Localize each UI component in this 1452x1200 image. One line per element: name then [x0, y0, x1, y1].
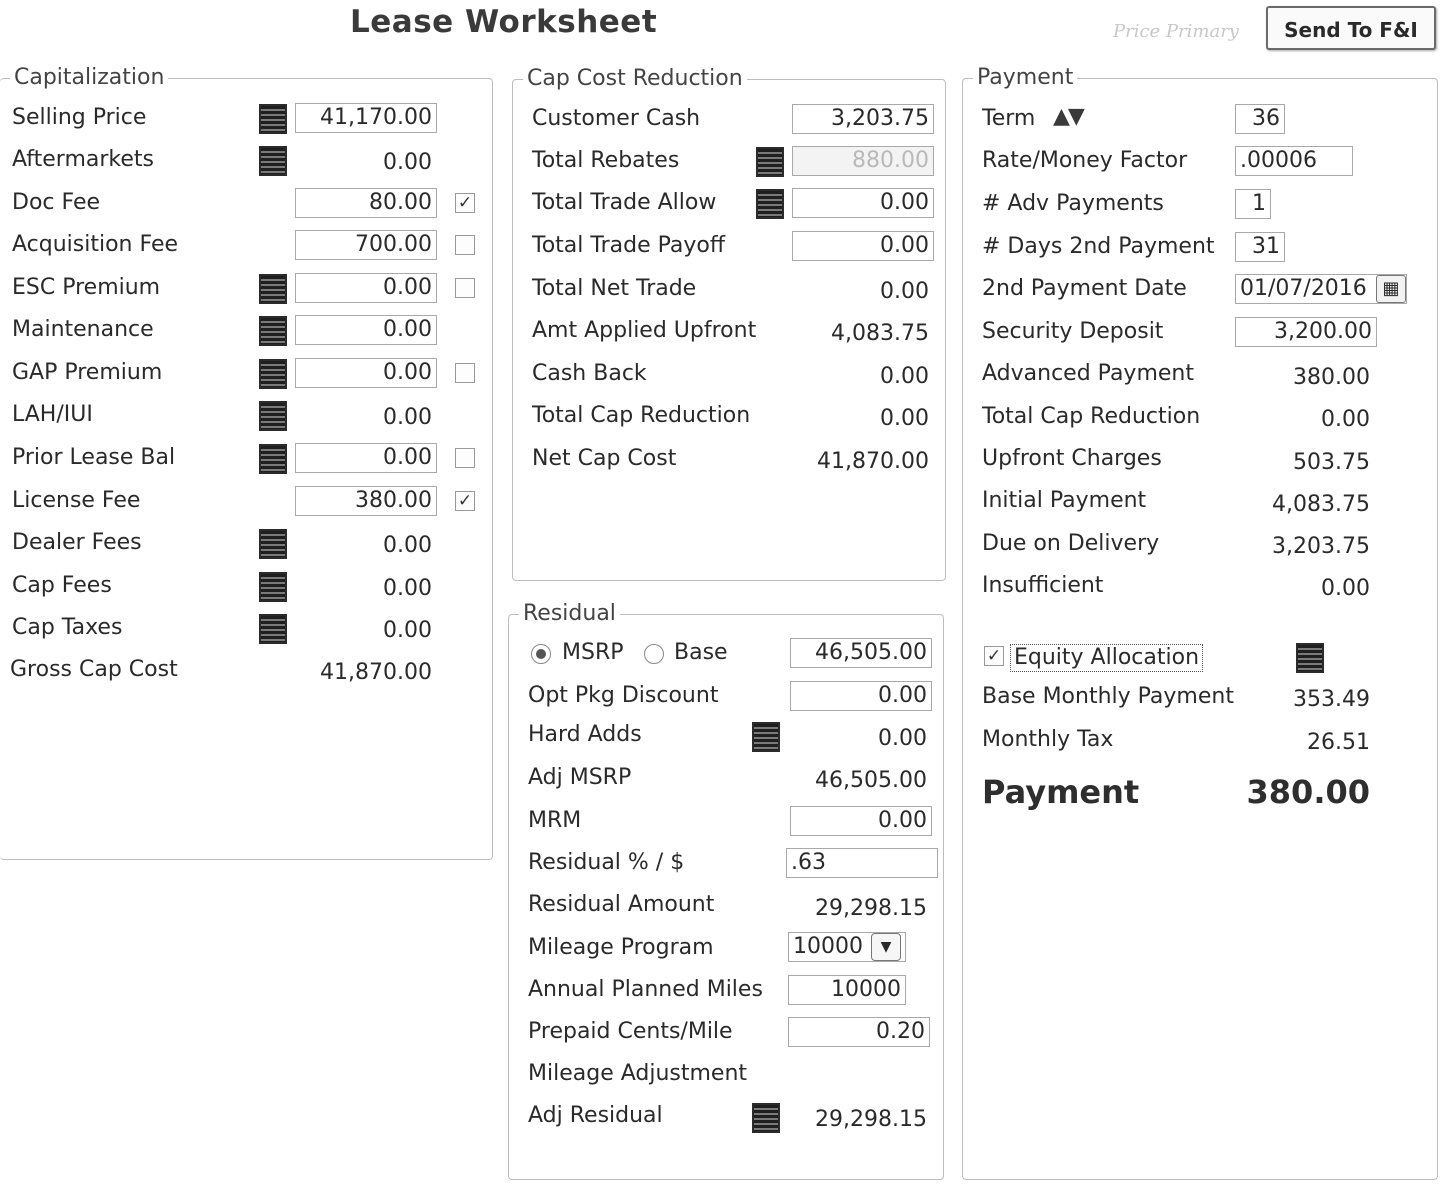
license-fee-input[interactable]: 380.00: [295, 486, 437, 516]
esc-premium-input[interactable]: 0.00: [295, 273, 437, 303]
adj-residual-value: 29,298.15: [815, 1107, 927, 1132]
advanced-payment-label: Advanced Payment: [982, 361, 1194, 386]
cash-back-value: 0.00: [880, 364, 929, 389]
capitalization-legend: Capitalization: [10, 65, 168, 90]
term-label: Term: [982, 106, 1036, 131]
amt-applied-upfront-value: 4,083.75: [831, 321, 929, 346]
dealer-fees-value: 0.00: [383, 533, 432, 558]
esc-premium-checkbox[interactable]: [455, 278, 475, 298]
prior-lease-bal-input[interactable]: 0.00: [295, 443, 437, 473]
prior-lease-bal-checkbox[interactable]: [455, 448, 475, 468]
adj-residual-calculator-icon[interactable]: [752, 1103, 780, 1133]
monthly-tax-value: 26.51: [1307, 730, 1370, 755]
acquisition-fee-label: Acquisition Fee: [12, 232, 179, 257]
rate-money-factor-input[interactable]: .00006: [1235, 146, 1353, 176]
total-net-trade-label: Total Net Trade: [532, 276, 697, 301]
total-trade-allow-label: Total Trade Allow: [532, 190, 717, 215]
lah-iui-label: LAH/IUI: [12, 402, 93, 427]
pay-total-cap-reduction-value: 0.00: [1321, 407, 1370, 432]
equity-allocation-calculator-icon[interactable]: [1296, 643, 1324, 673]
ccr-total-cap-reduction-value: 0.00: [880, 406, 929, 431]
dealer-fees-calculator-icon[interactable]: [259, 529, 287, 559]
security-deposit-input[interactable]: 3,200.00: [1235, 317, 1377, 347]
base-radio[interactable]: [644, 644, 664, 664]
residual-amount-value: 29,298.15: [815, 896, 927, 921]
prior-lease-bal-calculator-icon[interactable]: [259, 444, 287, 474]
total-net-trade-value: 0.00: [880, 279, 929, 304]
residual-amount-label: Residual Amount: [528, 892, 715, 917]
customer-cash-input[interactable]: 3,203.75: [792, 104, 934, 134]
prior-lease-bal-label: Prior Lease Bal: [12, 445, 176, 470]
term-up-down-icon[interactable]: ▲▼: [1053, 104, 1083, 129]
upfront-charges-value: 503.75: [1293, 450, 1370, 475]
license-fee-label: License Fee: [12, 488, 141, 513]
aftermarkets-label: Aftermarkets: [12, 147, 154, 172]
cash-back-label: Cash Back: [532, 361, 647, 386]
gap-premium-calculator-icon[interactable]: [259, 359, 287, 389]
customer-cash-label: Customer Cash: [532, 106, 701, 131]
net-cap-cost-label: Net Cap Cost: [532, 446, 677, 471]
lah-iui-value: 0.00: [383, 405, 432, 430]
cap-cost-reduction-legend: Cap Cost Reduction: [523, 66, 747, 91]
payment-total-value: 380.00: [1246, 773, 1370, 811]
doc-fee-label: Doc Fee: [12, 190, 101, 215]
base-monthly-payment-value: 353.49: [1293, 687, 1370, 712]
total-rebates-input[interactable]: 880.00: [792, 146, 934, 176]
total-trade-allow-calculator-icon[interactable]: [756, 189, 784, 219]
doc-fee-input[interactable]: 80.00: [295, 188, 437, 218]
esc-premium-label: ESC Premium: [12, 275, 161, 300]
annual-planned-miles-input[interactable]: 10000: [788, 975, 906, 1005]
acquisition-fee-input[interactable]: 700.00: [295, 230, 437, 260]
cap-taxes-value: 0.00: [383, 618, 432, 643]
chevron-down-icon[interactable]: ▼: [871, 933, 901, 961]
gap-premium-label: GAP Premium: [12, 360, 163, 385]
residual-percent-label: Residual % / $: [528, 850, 685, 875]
page-title: Lease Worksheet: [350, 4, 658, 40]
equity-allocation-checkbox[interactable]: ✓: [984, 646, 1004, 666]
residual-percent-input[interactable]: .63: [786, 848, 938, 878]
monthly-tax-label: Monthly Tax: [982, 727, 1114, 752]
gross-cap-cost-value: 41,870.00: [320, 660, 432, 685]
maintenance-input[interactable]: 0.00: [295, 315, 437, 345]
adv-payments-label: # Adv Payments: [982, 191, 1164, 216]
cap-fees-calculator-icon[interactable]: [259, 572, 287, 602]
total-trade-payoff-label: Total Trade Payoff: [532, 233, 725, 258]
send-to-fi-button[interactable]: Send To F&I: [1266, 6, 1436, 50]
mrm-label: MRM: [528, 808, 582, 833]
insufficient-label: Insufficient: [982, 573, 1104, 598]
gap-premium-checkbox[interactable]: [455, 363, 475, 383]
adj-residual-label: Adj Residual: [528, 1103, 663, 1128]
adj-msrp-value: 46,505.00: [815, 768, 927, 793]
payment-total-label: Payment: [982, 773, 1140, 811]
due-on-delivery-label: Due on Delivery: [982, 531, 1160, 556]
mileage-adjustment-label: Mileage Adjustment: [528, 1061, 748, 1086]
ccr-total-cap-reduction-label: Total Cap Reduction: [532, 403, 751, 428]
aftermarkets-calculator-icon[interactable]: [259, 146, 287, 176]
selling-price-label: Selling Price: [12, 105, 147, 130]
maintenance-calculator-icon[interactable]: [259, 316, 287, 346]
days-2nd-payment-input[interactable]: 31: [1235, 232, 1285, 262]
hard-adds-value: 0.00: [878, 726, 927, 751]
doc-fee-checkbox[interactable]: ✓: [455, 193, 475, 213]
aftermarkets-value: 0.00: [383, 150, 432, 175]
gap-premium-input[interactable]: 0.00: [295, 358, 437, 388]
base-monthly-payment-label: Base Monthly Payment: [982, 684, 1234, 709]
annual-planned-miles-label: Annual Planned Miles: [528, 977, 763, 1002]
prepaid-cents-mile-input[interactable]: 0.20: [788, 1017, 930, 1047]
selling-price-calculator-icon[interactable]: [259, 104, 287, 134]
opt-pkg-discount-label: Opt Pkg Discount: [528, 683, 719, 708]
total-trade-payoff-input[interactable]: 0.00: [792, 231, 934, 261]
calendar-icon[interactable]: ▦: [1376, 275, 1406, 303]
term-input[interactable]: 36: [1235, 104, 1285, 134]
cap-taxes-label: Cap Taxes: [12, 615, 123, 640]
initial-payment-label: Initial Payment: [982, 488, 1147, 513]
mileage-program-label: Mileage Program: [528, 935, 714, 960]
selling-price-input[interactable]: 41,170.00: [295, 103, 437, 133]
mrm-input[interactable]: 0.00: [790, 806, 932, 836]
msrp-input[interactable]: 46,505.00: [790, 638, 932, 668]
total-rebates-calculator-icon[interactable]: [756, 147, 784, 177]
adv-payments-input[interactable]: 1: [1235, 189, 1271, 219]
rate-money-factor-label: Rate/Money Factor: [982, 148, 1188, 173]
adj-msrp-label: Adj MSRP: [528, 765, 632, 790]
cap-fees-label: Cap Fees: [12, 573, 112, 598]
price-primary-button[interactable]: Price Primary: [1113, 21, 1239, 42]
residual-legend: Residual: [519, 601, 620, 626]
hard-adds-label: Hard Adds: [528, 722, 642, 747]
gross-cap-cost-label: Gross Cap Cost: [10, 657, 178, 682]
prepaid-cents-mile-label: Prepaid Cents/Mile: [528, 1019, 733, 1044]
dealer-fees-label: Dealer Fees: [12, 530, 142, 555]
esc-premium-calculator-icon[interactable]: [259, 274, 287, 304]
advanced-payment-value: 380.00: [1293, 365, 1370, 390]
security-deposit-label: Security Deposit: [982, 319, 1164, 344]
total-trade-allow-input[interactable]: 0.00: [792, 188, 934, 218]
due-on-delivery-value: 3,203.75: [1272, 534, 1370, 559]
total-rebates-label: Total Rebates: [532, 148, 680, 173]
days-2nd-payment-label: # Days 2nd Payment: [982, 234, 1215, 259]
equity-allocation-label[interactable]: Equity Allocation: [1010, 644, 1203, 672]
opt-pkg-discount-input[interactable]: 0.00: [790, 681, 932, 711]
base-radio-label: Base: [674, 640, 728, 665]
maintenance-label: Maintenance: [12, 317, 154, 342]
cap-taxes-calculator-icon[interactable]: [259, 614, 287, 644]
msrp-radio[interactable]: [531, 644, 551, 664]
pay-total-cap-reduction-label: Total Cap Reduction: [982, 404, 1201, 429]
msrp-radio-label: MSRP: [562, 640, 624, 665]
acquisition-fee-checkbox[interactable]: [455, 235, 475, 255]
amt-applied-upfront-label: Amt Applied Upfront: [532, 318, 757, 343]
upfront-charges-label: Upfront Charges: [982, 446, 1162, 471]
cap-fees-value: 0.00: [383, 576, 432, 601]
2nd-payment-date-label: 2nd Payment Date: [982, 276, 1187, 301]
initial-payment-value: 4,083.75: [1272, 492, 1370, 517]
net-cap-cost-value: 41,870.00: [817, 449, 929, 474]
payment-legend: Payment: [973, 65, 1077, 90]
lah-iui-calculator-icon[interactable]: [259, 401, 287, 431]
license-fee-checkbox[interactable]: ✓: [455, 491, 475, 511]
mileage-program-select[interactable]: 10000: [788, 932, 906, 962]
insufficient-value: 0.00: [1321, 576, 1370, 601]
2nd-payment-date-input[interactable]: 01/07/2016: [1235, 274, 1407, 304]
hard-adds-calculator-icon[interactable]: [752, 722, 780, 752]
